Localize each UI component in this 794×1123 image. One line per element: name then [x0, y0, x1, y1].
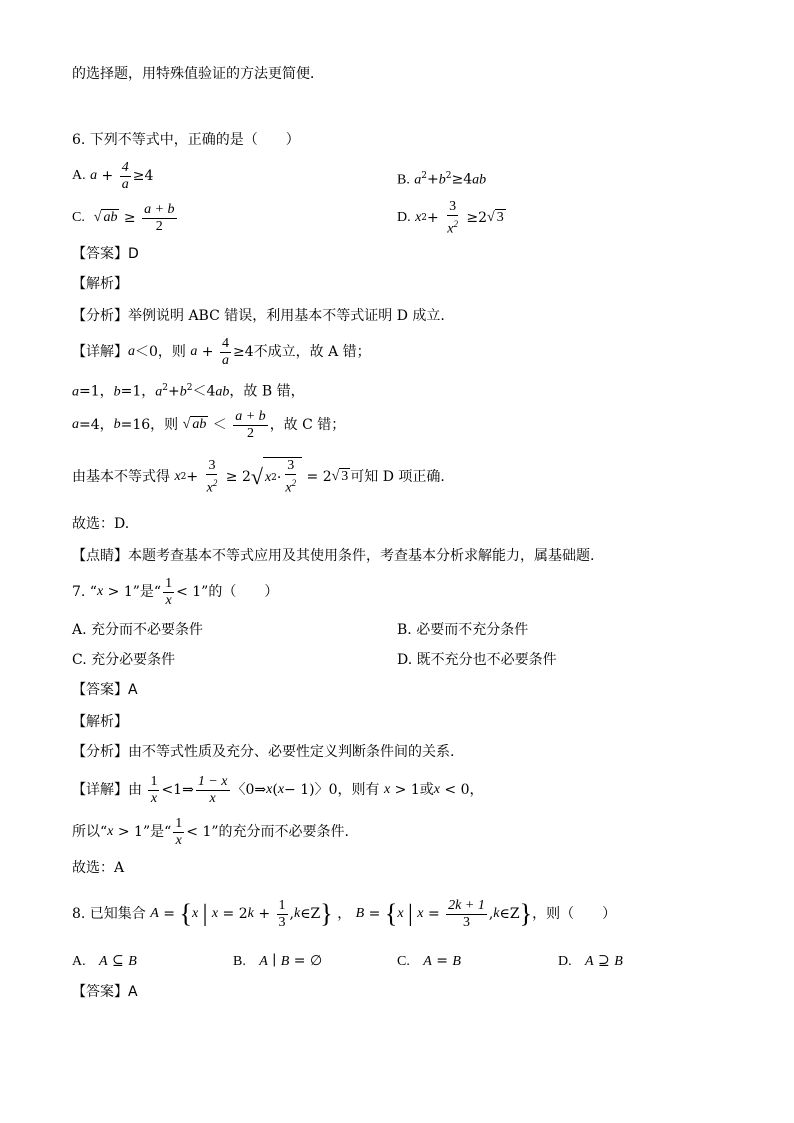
- q6-detail-b-tail: ，故 B 错，: [229, 383, 305, 400]
- q6-option-c: C. √ ab ≥ $\frac{a + b}{2}$: [72, 201, 175, 234]
- q7-detail-end: ，: [469, 782, 484, 798]
- q8-option-a: A. A ⊆ B: [72, 953, 137, 969]
- q7-detail-prefix: 【详解】由: [72, 782, 142, 798]
- q6-answer: 【答案】D: [72, 246, 139, 262]
- q7-option-d: D. 既不充分也不必要条件: [397, 652, 557, 668]
- q6-detail-d-prefix: 由基本不等式得: [72, 469, 170, 485]
- q7-detail-mid: ，则有: [337, 782, 380, 798]
- q8-answer: 【答案】A: [72, 984, 138, 1000]
- q7-stem: 7. “ x > 1 ”是“ $\frac{1}{x}$ < 1 ”的（ ）: [72, 575, 279, 608]
- q6-detail-a-tail: 不成立，故 A 错；: [253, 344, 371, 360]
- q7-suoyi-tail: ”的充分而不必要条件.: [211, 824, 349, 840]
- q6-option-d: D. x 2 + $\frac{3}{x^2}$ ≥2 √ 3: [397, 198, 504, 237]
- q6-option-c-label: C.: [72, 210, 85, 225]
- q7-suoyi: 所以“ x > 1 ”是“ $\frac{1}{x}$ < 1 ”的充分而不必要条件.: [72, 815, 349, 848]
- q8-option-d-label: D.: [558, 954, 572, 969]
- q6-option-a-label: A.: [72, 168, 86, 183]
- q8-option-b: B. A ∣ B = ∅: [233, 953, 323, 969]
- q6-guxuan: 故选：D.: [72, 516, 130, 532]
- q6-detail-d: 由基本不等式得 x 2 + $\frac{3}{x^2}$ ≥ 2 √ x 2 · $\frac{3}{x^2}$ = 2 √ 3 可知 D 项正确.: [72, 457, 445, 496]
- q7-option-a: A. 充分而不必要条件: [72, 622, 204, 638]
- q6-detail-b: a=1，b=1，$a^2+b^2<4ab$，故 B 错，: [72, 383, 305, 400]
- q6-fenxi: 【分析】举例说明 ABC 错误，利用基本不等式证明 D 成立.: [72, 308, 445, 324]
- q7-stem-tail: ”的（ ）: [201, 584, 279, 600]
- q8-option-d: D. A ⊇ B: [558, 953, 623, 969]
- q7-jiexi: 【解析】: [72, 714, 128, 730]
- q6-option-b: B. $a^2+b^2\ge 4ab$: [397, 171, 487, 188]
- q7-guxuan: 故选：A: [72, 860, 125, 876]
- q8-stem-tail: ，则（ ）: [532, 906, 617, 922]
- q7-option-c: C. 充分必要条件: [72, 652, 176, 668]
- q6-detail-c: a =4， b =16，则 √ ab ＜ $\frac{a + b}{2}$ ，故 C 错；: [72, 408, 346, 441]
- q7-suoyi-prefix: 所以“: [72, 824, 108, 840]
- intro-line: 的选择题，用特殊值验证的方法更简便．: [72, 66, 324, 82]
- q6-option-b-label: B.: [397, 172, 410, 188]
- q7-fenxi: 【分析】由不等式性质及充分、必要性定义判断条件间的关系.: [72, 744, 455, 760]
- q7-detail: 【详解】由 $\frac{1}{x}$ <1⇒ $\frac{1 - x}{x}$ 〈0⇒ x ( x − 1)〉0 ，则有 x > 1 或 x < 0 ，: [72, 773, 484, 806]
- q8-option-c-label: C.: [397, 954, 410, 969]
- q6-jiexi: 【解析】: [72, 276, 128, 292]
- q6-detail-prefix: 【详解】: [72, 344, 128, 360]
- q8-option-b-label: B.: [233, 954, 246, 969]
- q8-option-c: C. A = B: [397, 953, 461, 969]
- q6-stem: 6. 下列不等式中，正确的是（ ）: [72, 132, 300, 148]
- q6-dianjing: 【点睛】本题考查基本不等式应用及其使用条件，考查基本分析求解能力，属基础题.: [72, 548, 595, 564]
- q7-suoyi-mid: ”是“: [142, 824, 172, 840]
- q7-answer: 【答案】A: [72, 682, 138, 698]
- q6-option-d-label: D.: [397, 210, 411, 225]
- q6-option-a: A. a + $\frac{4}{a}$ ≥4: [72, 159, 154, 192]
- q6-detail-d-tail: 可知 D 项正确.: [350, 469, 445, 485]
- q8-stem-prefix: 8. 已知集合: [72, 906, 146, 922]
- q7-stem-mid: ”是“: [132, 584, 162, 600]
- q6-detail-c-tail: ，故 C 错；: [269, 417, 346, 433]
- q6-detail-a: 【详解】 a ＜0，则 a + $\frac{4}{a}$ ≥4 不成立，故 A 错；: [72, 335, 371, 368]
- q8-stem: 8. 已知集合 A = { x | x = 2 k + $\frac{1}{3}$ , k ∈Z } ， B = { x | x = $\frac{2k + 1}{3}$ , k ∈Z } ，则（ ）: [72, 897, 617, 930]
- q7-option-b: B. 必要而不充分条件: [397, 622, 529, 638]
- q7-detail-or: 或: [419, 782, 434, 798]
- q8-option-a-label: A.: [72, 954, 86, 969]
- q7-stem-prefix: 7. “: [72, 584, 97, 600]
